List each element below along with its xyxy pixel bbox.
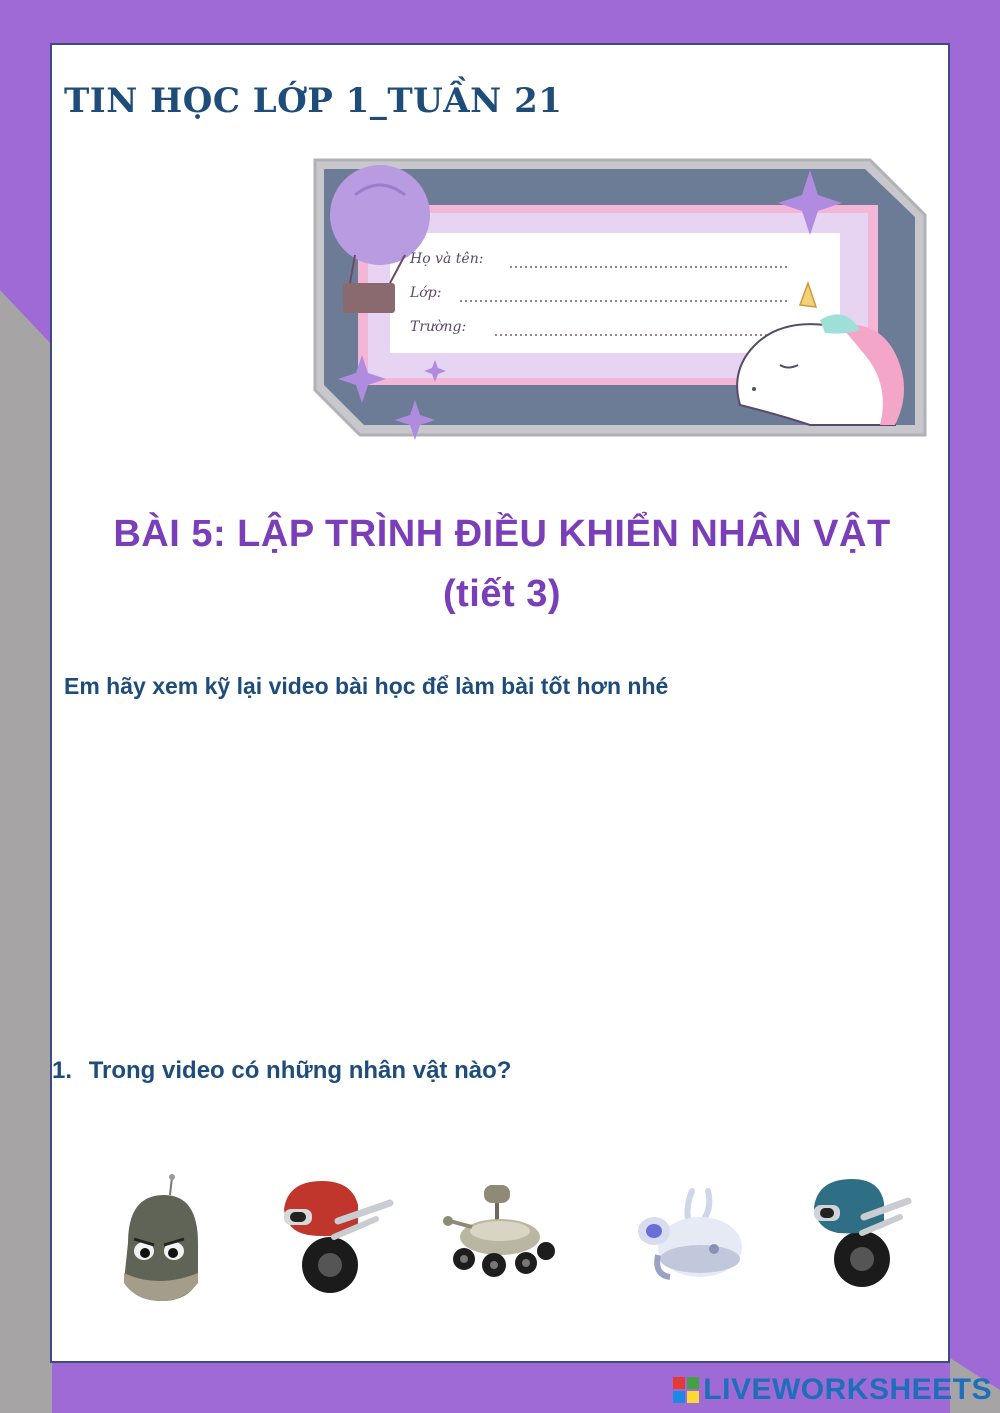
worksheet-page xyxy=(50,43,950,1363)
character-option-3[interactable] xyxy=(442,1181,558,1286)
teapot-robot-icon xyxy=(638,1185,746,1285)
red-unicycle-robot-icon xyxy=(278,1177,396,1295)
course-title: TIN HỌC LỚP 1_TUẦN 21 xyxy=(64,81,563,121)
teal-unicycle-robot-icon xyxy=(808,1177,912,1289)
question-text: Trong video có những nhân vật nào? xyxy=(88,1057,512,1084)
grey-helmet-robot-icon xyxy=(118,1173,204,1305)
student-label-card xyxy=(310,155,930,440)
rover-robot-icon xyxy=(442,1181,558,1281)
label-card-illustration xyxy=(310,155,930,440)
character-option-4[interactable] xyxy=(638,1185,746,1290)
liveworksheets-brand-text: LIVEWORKSHEETS xyxy=(703,1373,992,1406)
character-option-2[interactable] xyxy=(278,1177,396,1300)
class-field-label: Lớp: xyxy=(410,285,442,301)
lesson-title: BÀI 5: LẬP TRÌNH ĐIỀU KHIỂN NHÂN VẬT xyxy=(113,513,891,555)
school-field-label: Trường: xyxy=(410,319,467,335)
name-field-label: Họ và tên: xyxy=(410,251,484,267)
question-1 xyxy=(52,1057,511,1085)
character-option-1[interactable] xyxy=(118,1173,204,1310)
question-number: 1. xyxy=(52,1057,73,1084)
liveworksheets-logo[interactable] xyxy=(673,1373,992,1407)
liveworksheets-logo-icon xyxy=(673,1377,699,1403)
lesson-subtitle: (tiết 3) xyxy=(443,573,561,615)
character-option-5[interactable] xyxy=(808,1177,912,1294)
instruction-text: Em hãy xem kỹ lại video bài học để làm bài tốt hơn nhé xyxy=(64,673,669,699)
